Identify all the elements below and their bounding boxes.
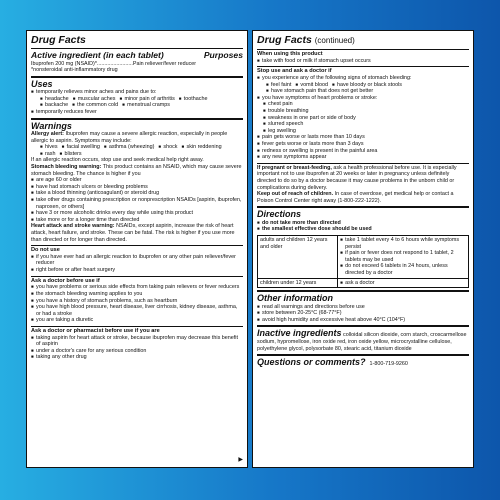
list-item: ■ redness or swelling is present in the painful area xyxy=(257,148,469,155)
list-item: ■ you have problems or serious side effects from taking pain relievers or fever reducers xyxy=(31,284,243,291)
list-item: ■ trouble breathing xyxy=(257,108,469,115)
divider xyxy=(257,325,469,327)
list-item: ■ leg swelling xyxy=(257,128,469,135)
list-item: ■ muscular aches xyxy=(73,96,116,103)
stomach-label: Stomach bleeding warning: xyxy=(31,164,102,171)
pregnancy-label: If pregnant or breast-feeding, xyxy=(257,164,332,171)
dosage-cell xyxy=(338,235,469,278)
stop-use-heading: Stop use and ask a doctor if xyxy=(257,68,332,75)
list-item: ■ store between 20-25°C (68-77°F) xyxy=(257,310,469,317)
list-item: ■ pain gets worse or lasts more than 10 days xyxy=(257,134,469,141)
heart-warning xyxy=(31,223,243,243)
keep-label: Keep out of reach of children. xyxy=(257,191,334,198)
uses-list xyxy=(31,96,243,109)
divider xyxy=(31,76,243,78)
directions-heading: Directions xyxy=(257,209,302,220)
keep-out-of-reach xyxy=(257,191,469,204)
allergy-text: Ibuprofen may cause a severe allergic reaction, especially in people allergic to aspirin. Symptoms may include: xyxy=(31,131,228,144)
list-item: ■ you are taking a diuretic xyxy=(31,317,243,324)
pregnancy-warning xyxy=(257,165,469,191)
allergy-list xyxy=(31,144,243,157)
divider xyxy=(257,49,469,50)
pregnancy-text: ask a health professional before use. It is especially important not to use ibuprofen at 20 weeks or later in pregnancy unless definitely directed to do so by a doctor because it may cause problems in the unborn child or complications during delivery. xyxy=(257,164,457,191)
stomach-warning xyxy=(31,164,243,177)
heart-text: NSAIDs, except aspirin, increase the risk of heart attack, heart failure, and stroke. These can be fatal. The risk is higher if you use more than directed or for longer than directed. xyxy=(31,223,235,243)
bleeding-signs-list xyxy=(257,82,469,95)
list-item: ■ if you have ever had an allergic reaction to ibuprofen or any other pain reliever/fever reducer xyxy=(31,254,243,267)
list-item: ■ take more or for a longer time than directed xyxy=(31,217,243,224)
list-item: ■ taking any other drug xyxy=(31,354,243,361)
list-item: ■ skin reddening xyxy=(182,144,222,151)
list-item: ■ ask a doctor xyxy=(340,280,466,287)
list-item: ■ avoid high humidity and excessive heat above 40°C (104°F) xyxy=(257,317,469,324)
drug-facts-left-panel xyxy=(26,30,248,468)
list-item: ■ blisters xyxy=(60,151,82,158)
warnings-heading: Warnings xyxy=(31,120,72,131)
panel-title xyxy=(257,34,469,47)
list-item: ■ have had stomach ulcers or bleeding problems xyxy=(31,184,243,191)
list-item: ■ you experience any of the following signs of stomach bleeding: xyxy=(257,75,469,82)
purposes-heading: Purposes xyxy=(203,50,243,60)
divider xyxy=(31,326,243,327)
heart-label: Heart attack and stroke warning: xyxy=(31,223,115,230)
age-group-cell: adults and children 12 years and older xyxy=(258,235,338,278)
list-item: ■ vomit blood xyxy=(295,82,328,89)
list-item: ■ take 1 tablet every 4 to 6 hours while symptoms persist xyxy=(340,237,466,250)
list-item: ■ you have high blood pressure, heart disease, liver cirrhosis, kidney disease, asthma, or had a stroke xyxy=(31,304,243,317)
when-using-heading: When using this product xyxy=(257,51,323,57)
list-item: ■ the stomach bleeding warning applies to you xyxy=(31,291,243,298)
panel-title: Drug Facts xyxy=(31,34,86,46)
active-ingredient-header xyxy=(31,50,243,61)
questions-row xyxy=(257,357,469,368)
list-item: ■ chest pain xyxy=(257,101,469,108)
ask-doctor-heading: Ask a doctor before use if xyxy=(31,277,100,284)
list-item: ■ you have a history of stomach problems, such as heartburn xyxy=(31,298,243,305)
panel-title-text: Drug Facts xyxy=(257,34,312,46)
divider xyxy=(31,48,243,49)
list-item: ■ minor pain of arthritis xyxy=(119,96,174,103)
list-item: ■ taking aspirin for heart attack or stroke, because ibuprofen may decrease this benefit of aspirin xyxy=(31,335,243,348)
divider xyxy=(257,290,469,292)
divider xyxy=(31,118,243,120)
active-ingredient-line: Ibuprofen 200 mg (NSAID)*........................Pain reliever/fever reducer xyxy=(31,60,197,67)
list-item: ■ fever gets worse or lasts more than 3 days xyxy=(257,141,469,148)
allergy-label: Allergy alert: xyxy=(31,131,64,138)
allergy-alert xyxy=(31,131,243,144)
list-item: ■ take with food or milk if stomach upset occurs xyxy=(257,58,469,65)
nsaid-note: *nonsteroidal anti-inflammatory drug xyxy=(31,67,118,74)
continued-label: (continued) xyxy=(314,36,355,45)
list-item: ■ under a doctor's care for any serious condition xyxy=(31,348,243,355)
divider xyxy=(31,276,243,277)
list-item: ■ have stomach pain that does not get better xyxy=(266,88,373,95)
list-item: ■ take a blood thinning (anticoagulant) or steroid drug xyxy=(31,190,243,197)
list-item: ■ the smallest effective dose should be used xyxy=(257,226,469,233)
continue-arrow-icon: ▶ xyxy=(238,457,243,463)
uses-fever: ■ temporarily reduces fever xyxy=(31,109,243,116)
list-item: ■ read all warnings and directions before use xyxy=(257,304,469,311)
list-item: ■ facial swelling xyxy=(62,144,100,151)
dosage-table xyxy=(257,235,469,288)
divider xyxy=(31,245,243,246)
list-item: ■ right before or after heart surgery xyxy=(31,267,243,274)
list-item: ■ weakness in one part or side of body xyxy=(257,115,469,122)
divider xyxy=(257,206,469,208)
do-not-use-heading: Do not use xyxy=(31,247,60,254)
uses-heading: Uses xyxy=(31,78,53,89)
uses-intro: ■ temporarily relieves minor aches and pains due to: xyxy=(31,89,243,96)
list-item: ■ have 3 or more alcoholic drinks every day while using this product xyxy=(31,210,243,217)
list-item: ■ headache xyxy=(40,96,69,103)
dosage-cell xyxy=(338,278,469,288)
list-item: ■ take other drugs containing prescription or nonprescription NSAIDs [aspirin, ibuprofen, naproxen, or others] xyxy=(31,197,243,210)
list-item: ■ backache xyxy=(40,102,68,109)
list-item: ■ are age 60 or older xyxy=(31,177,243,184)
inactive-ingredients xyxy=(257,328,469,352)
inactive-ingredients-heading: Inactive ingredients xyxy=(257,328,342,339)
age-group-cell: children under 12 years xyxy=(258,278,338,288)
drug-facts-right-panel xyxy=(252,30,474,468)
other-info-heading: Other information xyxy=(257,293,333,304)
list-item: ■ feel faint xyxy=(266,82,291,89)
list-item: ■ hives xyxy=(40,144,58,151)
inactive-ingredients-text: colloidal silicon dioxide, corn starch, croscarmellose sodium, hypromellose, iron oxide red, iron oxide yellow, microcrystalline cellulose, polyethylene glycol, polysorbate 80, stearic acid, titanium dioxide xyxy=(257,332,467,352)
list-item: ■ if pain or fever does not respond to 1 tablet, 2 tablets may be used xyxy=(340,250,466,263)
list-item: ■ have bloody or black stools xyxy=(332,82,402,89)
questions-heading: Questions or comments? xyxy=(257,357,366,368)
divider xyxy=(257,163,469,164)
list-item: ■ asthma (wheezing) xyxy=(104,144,155,151)
list-item: ■ you have symptoms of heart problems or stroke: xyxy=(257,95,469,102)
list-item: ■ menstrual cramps xyxy=(122,102,170,109)
keep-text: In case of overdose, get medical help or contact a Poison Control Center right away (1-800-222-1222). xyxy=(257,191,454,204)
list-item: ■ slurred speech xyxy=(257,121,469,128)
list-item: ■ the common cold xyxy=(72,102,118,109)
divider xyxy=(257,66,469,67)
list-item: ■ toothache xyxy=(179,96,208,103)
allergy-after: If an allergic reaction occurs, stop use and seek medical help right away. xyxy=(31,157,204,164)
list-item: ■ do not take more than directed xyxy=(257,220,469,227)
stomach-text: This product contains an NSAID, which may cause severe stomach bleeding. The chance is higher if you xyxy=(31,164,242,177)
list-item: ■ shock xyxy=(158,144,177,151)
list-item: ■ do not exceed 6 tablets in 24 hours, unless directed by a doctor xyxy=(340,263,466,276)
divider xyxy=(257,354,469,356)
list-item: ■ rash xyxy=(40,151,56,158)
list-item: ■ any new symptoms appear xyxy=(257,154,469,161)
questions-phone: 1-800-719-9260 xyxy=(369,361,408,368)
table-row xyxy=(258,278,469,288)
active-ingredient-heading: Active ingredient (in each tablet) xyxy=(31,50,164,60)
ask-pharmacist-heading: Ask a doctor or pharmacist before use if you are xyxy=(31,327,160,334)
table-row xyxy=(258,235,469,278)
